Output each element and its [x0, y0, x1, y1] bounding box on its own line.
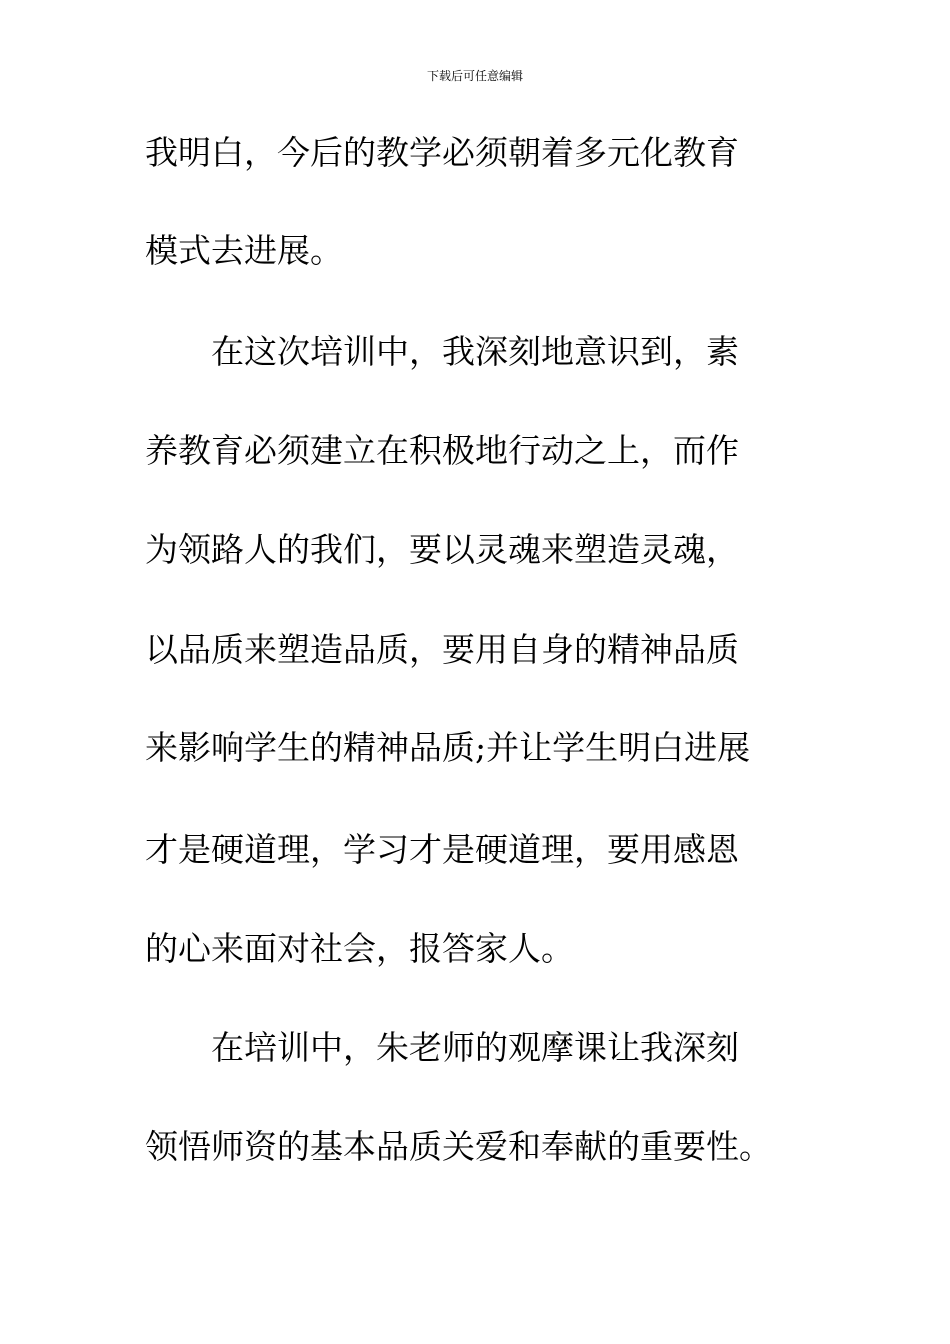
text-line-10: 在培训中，朱老师的观摩课让我深刻: [145, 1028, 739, 1067]
text-line-3: 在这次培训中，我深刻地意识到，素: [145, 332, 739, 371]
text-line-2: 模式去进展。: [145, 231, 343, 270]
text-line-7: 来影响学生的精神品质;并让学生明白进展: [145, 728, 751, 767]
text-line-11: 领悟师资的基本品质关爱和奉献的重要性。: [145, 1127, 772, 1166]
page-header: 下载后可任意编辑: [426, 69, 523, 83]
text-line-5: 为领路人的我们，要以灵魂来塑造灵魂，: [145, 530, 739, 569]
text-line-4: 养教育必须建立在积极地行动之上，而作: [145, 431, 739, 470]
text-line-9: 的心来面对社会，报答家人。: [145, 929, 574, 968]
text-line-8: 才是硬道理，学习才是硬道理，要用感恩: [145, 830, 739, 869]
text-line-1: 我明白，今后的教学必须朝着多元化教育: [145, 133, 739, 172]
text-line-6: 以品质来塑造品质，要用自身的精神品质: [145, 630, 739, 669]
